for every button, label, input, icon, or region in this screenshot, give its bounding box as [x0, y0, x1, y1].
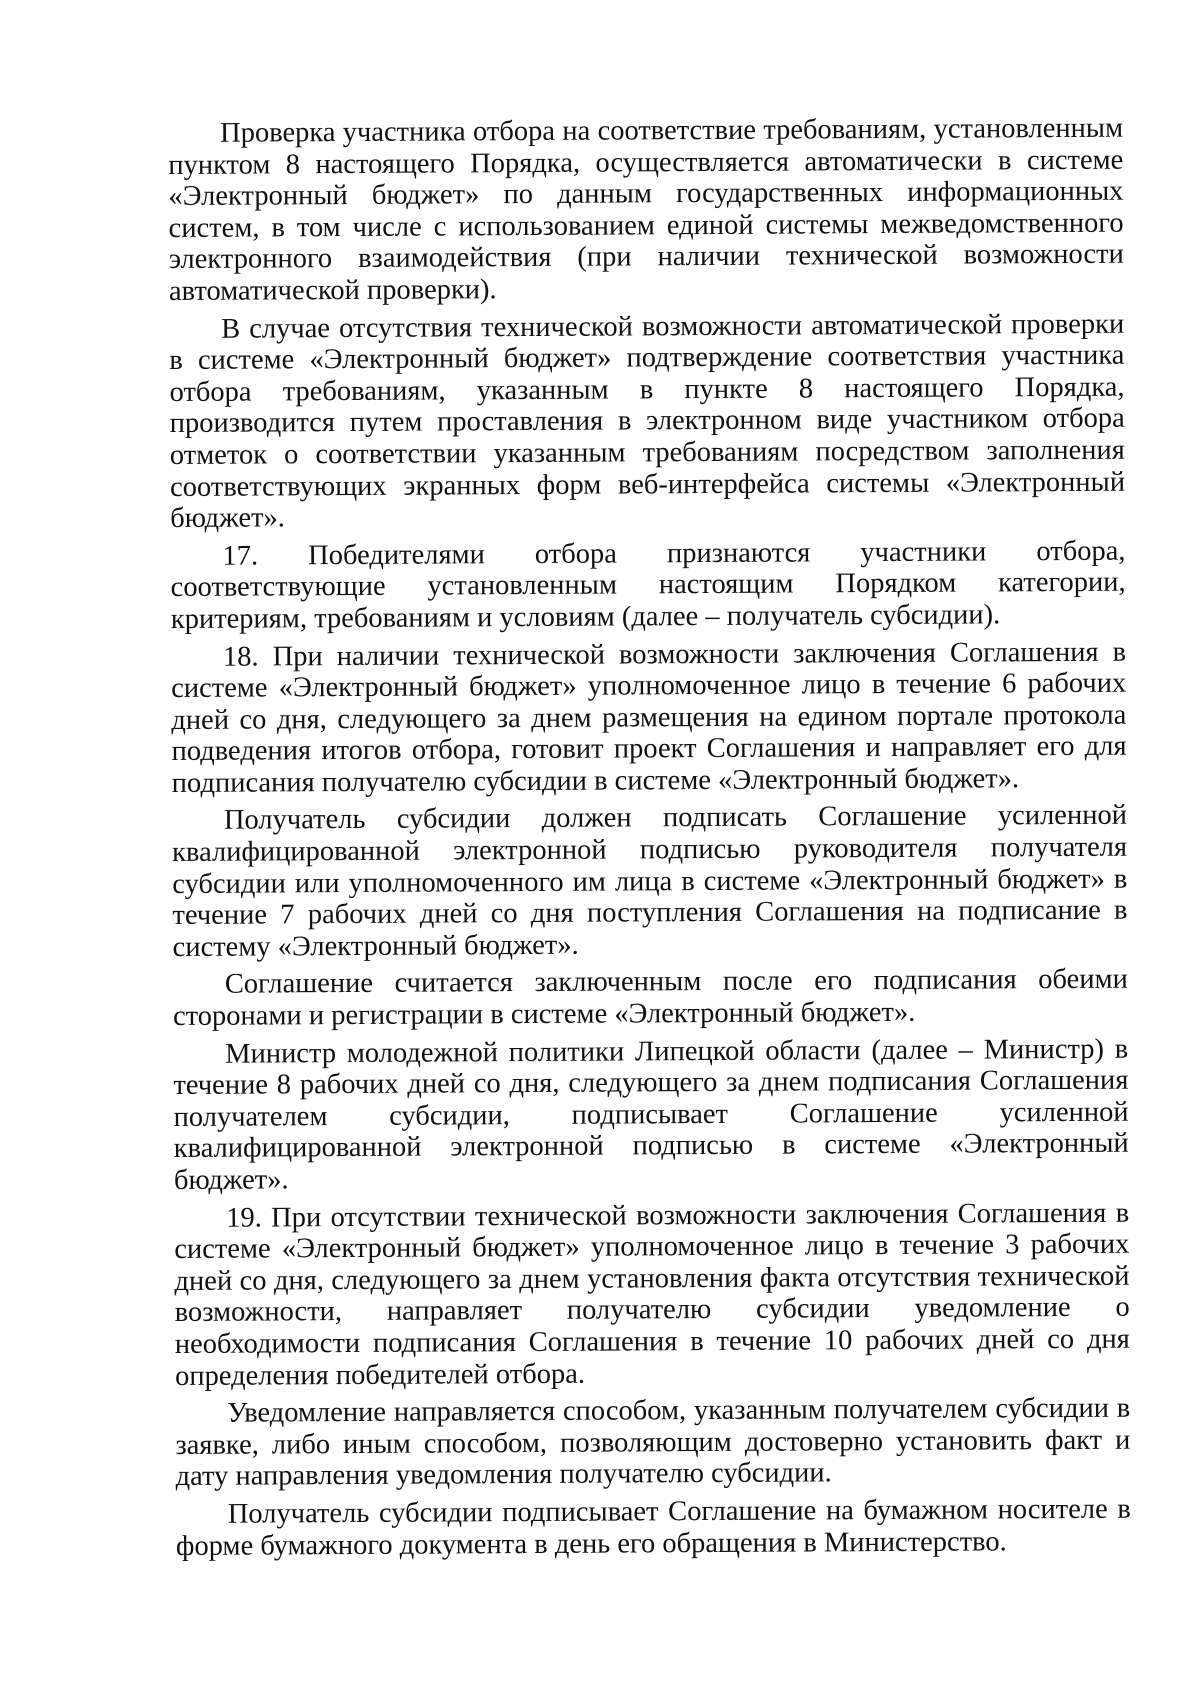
paragraph-recipient-signs: Получатель субсидии должен подписать Соглашение усиленной квалифицированной электронной подписью руководителя получателя субсидии или уполномоченного им лица в системе «Электронный бюджет» в течение 7 рабочих дней со дня поступления Соглашения на подписание в систему «Электронный бюджет». — [172, 800, 1128, 963]
paragraph-item-18: 18. При наличии технической возможности заключения Соглашения в системе «Электронный бюджет» уполномоченное лицо в течение 6 рабочих дней со дня, следующего за днем размещения на едином портале протокола подведения итогов отбора, готовит проект Соглашения и направляет его для подписания получателю субсидии в системе «Электронный бюджет». — [171, 636, 1127, 799]
document-body — [168, 113, 1131, 1562]
paragraph-agreement-concluded: Соглашение считается заключенным после его подписания обеими сторонами и регистрации в системе «Электронный бюджет». — [172, 964, 1128, 1033]
paragraph-notification: Уведомление направляется способом, указанным получателем субсидии в заявке, либо иным способом, позволяющим достоверно установить факт и дату направления уведомления получателю субсидии. — [175, 1392, 1131, 1493]
paragraph-item-17: 17. Победителями отбора признаются участники отбора, соответствующие установленным настоящим Порядком категории, критериям, требованиям и условиям (далее – получатель субсидии). — [170, 535, 1126, 635]
paragraph-item-19: 19. При отсутствии технической возможности заключения Соглашения в системе «Электронный бюджет» уполномоченное лицо в течение 3 рабочих дней со дня, следующего за днем установления факта отсутствия технической возможности, направляет получателю субсидии уведомление о необходимости подписания Соглашения в течение 10 рабочих дней со дня определения победителей отбора. — [174, 1197, 1130, 1392]
paragraph-manual-check: В случае отсутствия технической возможности автоматической проверки в системе «Электронный бюджет» подтверждение соответствия участника отбора требованиям, указанным в пункте 8 настоящего Порядка, производится путем проставления в электронном виде участником отбора отметок о соответствии указанным требованиям посредством заполнения соответствующих экранных форм веб-интерфейса системы «Электронный бюджет». — [169, 308, 1126, 535]
paragraph-auto-check: Проверка участника отбора на соответствие требованиям, установленным пунктом 8 настоящего Порядка, осуществляется автоматически в системе «Электронный бюджет» по данным государственных информационных систем, в том числе с использованием единой системы межведомственного электронного взаимодействия (при наличии технической возможности автоматической проверки). — [168, 112, 1124, 307]
paragraph-minister-signs: Министр молодежной политики Липецкой области (далее – Министр) в течение 8 рабочих дней со дня, следующего за днем подписания Соглашения получателем субсидии, подписывает Соглашение усиленной квалифицированной электронной подписью в системе «Электронный бюджет». — [173, 1033, 1129, 1196]
paragraph-paper-signing: Получатель субсидии подписывает Соглашение на бумажном носителе в форме бумажного документа в день его обращения в Министерство. — [175, 1493, 1131, 1562]
